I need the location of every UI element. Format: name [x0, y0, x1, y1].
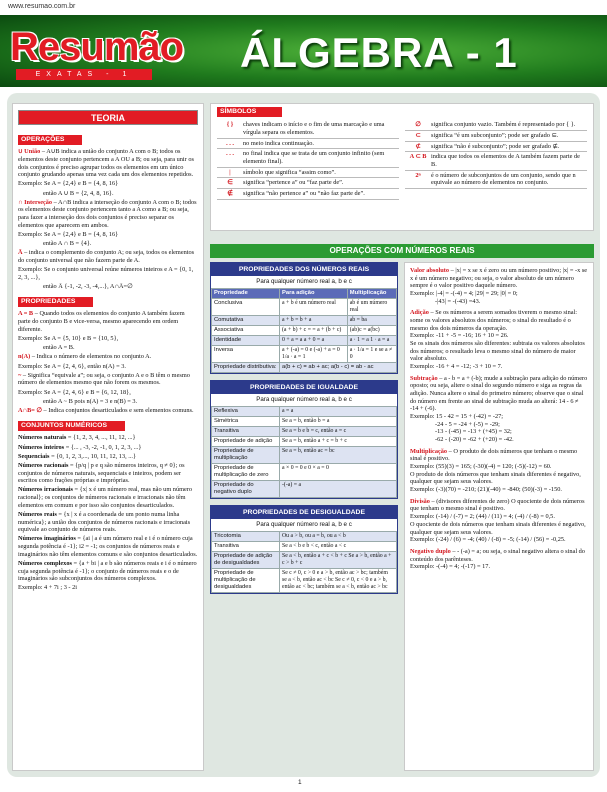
page-number: 1 [298, 779, 302, 786]
table-cell: Propriedade de adição de desigualdades [212, 552, 280, 569]
table-cell: a = a [280, 406, 397, 416]
numeros-reais-subtitle: Para qualquer número real a, b e c [256, 278, 352, 285]
imaginarios-term: Números imaginários [18, 535, 76, 543]
multiplicacao-text: – O produto de dois números que tenham o mesmo sinal é positivo. [410, 447, 578, 463]
complemento-term: Ā [18, 249, 23, 257]
uniao-example: Exemplo: Se A = {2,4} e B = {4, 8, 16} [18, 180, 119, 188]
table-cell: Propriedade de adição [212, 436, 280, 446]
table-row [212, 345, 397, 362]
absoluto-example: Exemplo: |-4| = -(-4) = 4; |29| = 29; |0| = 0; [410, 290, 518, 298]
symbol-row [405, 120, 587, 131]
symbol-row [217, 149, 399, 167]
table-row [212, 531, 397, 541]
multiplicacao-text-2: O produto de dois números que tenham sinais diferentes é negativo, qualquer que sejam seus valores. [410, 470, 581, 486]
resumao-logo [10, 23, 184, 83]
table-cell: Propriedade de multiplicação de desigualdades [212, 569, 280, 593]
table-cell: a + (-a) = 0 e (-a) + a = 0 1/a · a = 1 [280, 345, 348, 362]
igual-text: – Quando todos os elementos do conjunto A também fazem parte do conjunto B e vice-versa, mesmo aparecendo em ordem diferente. [18, 310, 185, 333]
reais-paragraph [18, 511, 198, 534]
subtracao-example-2: -24 - 5 = -24 + (-5) = -29; [435, 420, 500, 428]
subtracao-example: Exemplo: 15 - 42 = 15 + (-42) = -27; [410, 413, 504, 421]
symbol-row [405, 171, 587, 189]
absoluto-example-2: -|43| = -(-43) =43. [435, 297, 481, 305]
vazio-paragraph [18, 407, 198, 415]
complemento-text: – indica o complemento do conjunto A; ou seja, todos os elementos do conjunto universal que não fazem parte de A. [18, 249, 195, 265]
table-row [212, 298, 397, 315]
symbol-row [405, 131, 587, 142]
propriedades-heading: PROPRIEDADES [18, 297, 93, 307]
symbol-glyph: ∉ [227, 189, 233, 197]
vazio-term: A∩B= ∅ [18, 406, 42, 414]
desigualdade-table [211, 531, 397, 593]
operacoes-heading: OPERAÇÕES [18, 135, 82, 145]
table-cell: Ou a > b, ou a = b, ou a < b [280, 531, 397, 541]
inteiros-text: = {... , -3, -2, -1, 0, 1, 2, 3, ...} [64, 443, 142, 451]
table-cell: a × 0 = 0 e 0 × a = 0 [280, 464, 397, 481]
subtracao-example-3: -13 - (-45) = -13 + (+45) = 32; [435, 428, 512, 436]
absoluto-term: Valor absoluto [410, 267, 450, 274]
simbolos-panel [210, 103, 594, 231]
na-term: n(A) [18, 353, 31, 361]
inteiros-term: Números inteiros [18, 443, 65, 451]
inteiros-paragraph [18, 444, 198, 452]
conjuntos-heading: CONJUNTOS NUMÉRICOS [18, 421, 125, 431]
operacoes-reais-heading: OPERAÇÕES COM NÚMEROS REAIS [210, 244, 594, 258]
table-cell: Comutativa [212, 315, 280, 325]
absoluto-text: – |x| = x se x é zero ou um número positivo; |x| = -x se x é um número negativo; ou seja, o valor absoluto de um número sempre é o valor positivo daquele número. [410, 267, 588, 290]
logo-subtitle: EXATAS - 1 [16, 69, 152, 80]
table-cell: 0 + a = a a + 0 = a [280, 335, 348, 345]
symbol-glyph: ∅ [415, 121, 421, 129]
symbol-desc: significa “pertence a” ou “faz parte de”. [243, 179, 344, 187]
table-cell: ab = ba [347, 315, 396, 325]
adicao-text-2: Se os sinais dos números são diferentes: subtraia os valores absolutos dos números; o resultado leva o mesmo sinal do número de maior valor absoluto. [410, 340, 585, 363]
table-cell: ab é um número real [347, 298, 396, 315]
na-paragraph [18, 353, 198, 361]
table-row [212, 552, 397, 569]
divisao-text-2: O quociente de dois números que tenham sinais diferentes é negativo, qualquer que sejam seus valores. [410, 520, 586, 536]
sequenciais-paragraph [18, 453, 198, 461]
complexos-term: Números complexos [18, 559, 72, 567]
uniao-example-result: então A ∪ B = {2, 4, 8, 16}. [43, 189, 114, 197]
table-row [212, 426, 397, 436]
racionais-term: Números racionais [18, 461, 69, 469]
vazio-text: – Indica conjuntos desarticulados e sem elementos comuns. [41, 406, 194, 414]
uniao-paragraph [18, 148, 198, 179]
racionais-paragraph [18, 462, 198, 485]
symbol-glyph: ⊄ [415, 142, 421, 150]
table-cell: Transitiva [212, 426, 280, 436]
table-row [212, 446, 397, 463]
table-cell: a + b = b + a [280, 315, 348, 325]
multiplicacao-term: Multiplicação [410, 447, 448, 455]
adicao-term: Adição [410, 309, 429, 317]
complexos-paragraph [18, 560, 198, 583]
igual-paragraph [18, 310, 198, 333]
symbol-desc: indica que todos os elementos de A também fazem parte de B. [431, 153, 580, 168]
table-cell: Transitiva [212, 541, 280, 551]
igual-term: A = B [18, 310, 34, 318]
table-row [212, 436, 397, 446]
numeros-reais-title: PROPRIEDADES DOS NÚMEROS REAIS [211, 263, 397, 276]
table-row [212, 315, 397, 325]
equiv-example-result: então A ~ B pois n(A) = 3 e n(B) = 3. [43, 397, 138, 405]
desigualdade-table-box [210, 505, 398, 594]
negativo-duplo-text: – - (-a) = a; ou seja, o sinal negativo altera o sinal do conteúdo dos parênteses. [410, 547, 585, 563]
adicao-paragraph [410, 309, 588, 370]
subtracao-example-4: -62 - (-20) = -62 + (+20) = -42. [435, 436, 514, 444]
site-url[interactable]: www.resumao.com.br [8, 3, 76, 10]
teoria-heading: TEORIA [18, 110, 198, 125]
irracionais-term: Números irracionais [18, 486, 73, 494]
symbol-desc: significa “não é subconjunto”; pode ser grafado ⊈. [431, 142, 560, 150]
intersecao-text: – A∩B indica a interseção do conjunto A com o B; todos os elementos deste conjunto pertencem tanto a A como a B; ou seja, para fazer a interseção dos dois conjuntos é preciso separar os elementos que aparecem em ambos. [18, 198, 197, 229]
table-cell: a · 1 = a 1 · a = a [347, 335, 396, 345]
adicao-example-2: Exemplo: -16 + 4 = -12; -3 + 10 = 7. [410, 363, 503, 371]
complexos-text: = {a + bi | a e b são números reais e i é o número cuja segunda potência é -1}; o conjunto de números reais e o de imaginários são subconjuntos dos números complexos. [18, 559, 197, 583]
divisao-text: – (divisores diferentes de zero) O quociente de dois números que tenham o mesmo sinal é positivo. [410, 497, 585, 513]
table-cell: Inversa [212, 345, 280, 362]
operacoes-text-panel [404, 262, 594, 771]
table-cell: Tricotomia [212, 531, 280, 541]
uniao-term: ∪ União [18, 148, 41, 156]
subtracao-paragraph [410, 375, 588, 444]
igual-example: Exemplo: Se A = {5, 10} e B = {10, 5}, [18, 335, 119, 342]
table-cell: Se a < b, então a + c < b + c Se a > b, então a + c > b + c [280, 552, 397, 569]
negativo-duplo-example: Exemplo: -(-4) = 4; -(-17) = 17. [410, 563, 491, 571]
simbolos-right-list [405, 120, 587, 199]
table-cell: a + b é um número real [280, 298, 348, 315]
table-cell: Se a = b, então b = a [280, 416, 397, 426]
equiv-paragraph [18, 372, 198, 387]
table-cell: Identidade [212, 335, 280, 345]
column-header: Propriedade [212, 288, 280, 298]
table-cell: Se c ≠ 0, c > 0 e a > b, então ac > bc; também se a < b, então ac < bc Se c ≠ 0, c < 0 e a > b, então ac < bc; também se a < b, então ac > bc [280, 569, 397, 593]
symbol-glyph: { } [226, 121, 234, 129]
divisao-paragraph [410, 498, 588, 544]
symbol-row [405, 152, 587, 170]
column-header: Para adição [280, 288, 348, 298]
intersecao-example: Exemplo: Se A = {2,4} e B = {4, 8, 16} [18, 231, 119, 238]
igualdade-subtitle: Para qualquer número real a, b e c [256, 396, 352, 404]
complemento-example-result: então Ā {-1, -2, -3, -4,...}, A∩Ā=∅ [43, 283, 133, 291]
imaginarios-text: = {ai | a é um número real e i é o número cuja segunda potência é -1}; i2 = -1; os conjuntos de números reais e imaginários não têm elementos comuns e são conjuntos desarticulados. [18, 535, 198, 558]
complemento-paragraph [18, 249, 198, 264]
equiv-text: – Significa “equivale a”; ou seja, o conjunto A e o B têm o mesmo número de elementos mesmo que não forem os mesmos. [18, 371, 190, 387]
intersecao-example-result: então A ∩ B = {4}. [43, 240, 92, 248]
desigualdade-title: PROPRIEDADES DE DESIGUALDADE [211, 506, 397, 519]
table-cell: Conclusiva [212, 298, 280, 315]
intersecao-paragraph [18, 199, 198, 230]
table-row [212, 335, 397, 345]
title-banner [0, 15, 607, 87]
symbol-desc: é o número de subconjuntos de um conjunto, sendo que n equivale ao número de elementos no conjunto. [431, 171, 576, 187]
multiplicacao-example-2: Exemplo: (-3)(70) = -210; (21)(-40) = -840; (50)(-3) = -150. [410, 486, 562, 494]
multiplicacao-example: Exemplo: (55)(3) = 165; (-30)(-4) = 120; (-5)(-12) = 60. [410, 463, 552, 471]
igual-example-result: então A = B. [43, 344, 75, 352]
symbol-glyph: . . . [226, 139, 234, 147]
subtracao-text: – a - b = a + (-b); mude a subtração para adição do número oposto; ou seja, altere o sinal do segundo número e siga as regras da adição. Nunca altere o sinal do primeiro número; observe que o sinal do número em frente ao sinal de subtração muda ao alterá: 14 - 6 ≠ -14 + (-6). [410, 374, 588, 413]
divisao-term: Divisão [410, 497, 430, 505]
property-tables [210, 262, 398, 771]
table-cell: Reflexiva [212, 406, 280, 416]
symbol-row [217, 120, 399, 138]
irracionais-paragraph [18, 486, 198, 509]
table-row [212, 569, 397, 593]
teoria-panel [12, 103, 204, 771]
simbolos-left-list [217, 120, 399, 199]
naturais-text: = {1, 2, 3, 4, ..., 11, 12, ...} [66, 434, 136, 442]
symbol-desc: no final indica que se trata de um conjunto infinito (sem elemento final). [243, 150, 385, 165]
table-row [212, 363, 397, 373]
symbol-glyph: ∈ [227, 179, 233, 187]
table-cell: a(b + c) = ab + ac; a(b - c) = ab - ac [280, 363, 397, 373]
table-row [212, 541, 397, 551]
igualdade-table [211, 406, 397, 499]
table-cell: Propriedade distributiva: [212, 363, 280, 373]
symbol-desc: no meio indica continuação. [243, 139, 314, 147]
column-header: Multiplicação [347, 288, 396, 298]
na-example: Exemplo: Se A = {2, 4, 6}, então n(A) = 3. [18, 362, 126, 370]
table-cell: Simétrica [212, 416, 280, 426]
table-cell: Associativa [212, 325, 280, 335]
reais-term: Números reais [18, 510, 57, 518]
complemento-example: Exemplo: Se o conjunto universal reúne números inteiros e A = {0, 1, 2, 3, ...}, [18, 266, 194, 281]
uniao-text: – A∪B indica a união do conjunto A com o B; todos os elementos deste conjunto pertencem a A OU a B; ou seja, para unir os dois conjuntos é preciso agrupar todos os elementos em um único conjunto grudando apenas uma vez cada um dos elementos repetidos. [18, 148, 194, 179]
symbol-desc: significa conjunto vazio. Também é representado por { }. [431, 121, 576, 129]
numeros-reais-table-box [210, 262, 398, 374]
symbol-glyph: A ⊂ B [409, 153, 427, 161]
symbol-desc: símbolo que significa “assim como”. [243, 168, 336, 176]
table-cell: (a + b) + c = = a + (b + c) [280, 325, 348, 335]
table-cell: Se a = b, então ac = bc [280, 446, 397, 463]
igualdade-title: PROPRIEDADES DE IGUALDADE [211, 381, 397, 394]
table-cell: a · 1/a = 1 e se a ≠ 0 [347, 345, 396, 362]
intersecao-term: ∩ Interseção [18, 198, 53, 206]
equiv-term: ~ [18, 371, 22, 379]
reais-text: = {x | x é a coordenada de um ponto numa linha numérica}; a união dos conjuntos de números racionais e irracionais equivale ao conjunto de números reais. [18, 510, 191, 534]
table-cell: Se a < b e b < c, então a < c [280, 541, 397, 551]
igualdade-table-box [210, 380, 398, 499]
subtracao-term: Subtração [410, 374, 438, 382]
divisao-example: Exemplo: (-14) / (-7) = 2; (44) / (11) = 4; (-4) / (-8) = 0,5. [410, 513, 555, 521]
adicao-example: Exemplo: -11 + -5 = -16; 16 + 10 = 26. [410, 332, 509, 340]
sequenciais-text: = {0, 1, 2, 3,..., 10, 11, 12, 13, ...} [49, 452, 136, 460]
adicao-text: – Se os números a serem somados tiverem o mesmo sinal: some os valores absolutos dos números; o sinal do resultado é o mesmo dos dois números da operação. [410, 309, 578, 332]
sequenciais-term: Sequenciais [18, 452, 50, 460]
divisao-example-2: Exemplo: (-24) / (6) = -4; (40) / (-8) = -5; (-14) / (56) = -0,25. [410, 536, 566, 544]
table-row [212, 481, 397, 498]
desigualdade-subtitle: Para qualquer número real a, b e c [256, 521, 352, 529]
absoluto-paragraph [410, 267, 588, 305]
equiv-example: Exemplo: Se A = {2, 4, 6} e B = {6, 12, 18}, [18, 388, 131, 396]
symbol-glyph: . . . [226, 150, 234, 158]
negativo-duplo-paragraph [410, 548, 588, 571]
symbol-desc: significa “não pertence a” ou “não faz parte de”. [243, 189, 365, 197]
symbol-desc: chaves indicam o início e o fim de uma marcação e uma vírgula separa os elementos. [243, 121, 385, 136]
simbolos-heading: SÍMBOLOS [217, 107, 282, 117]
symbol-row [217, 178, 399, 189]
table-cell: Se a = b e b = c, então a = c [280, 426, 397, 436]
symbol-row [217, 168, 399, 179]
table-cell: Propriedade de multiplicação de zero [212, 464, 280, 481]
symbol-row [217, 139, 399, 150]
multiplicacao-paragraph [410, 448, 588, 494]
table-cell: Propriedade do negativo duplo [212, 481, 280, 498]
numeros-reais-table [211, 288, 397, 374]
table-cell: Propriedade de multiplicação [212, 446, 280, 463]
negativo-duplo-term: Negativo duplo [410, 547, 451, 555]
table-header-row [212, 288, 397, 298]
symbol-glyph: ⊂ [415, 131, 421, 139]
table-row [212, 464, 397, 481]
naturais-term: Números naturais [18, 434, 67, 442]
page-title: ÁLGEBRA - 1 [240, 29, 518, 76]
table-row [212, 416, 397, 426]
na-text: – Indica o número de elementos no conjunto A. [30, 353, 152, 361]
table-cell: -(-a) = a [280, 481, 397, 498]
symbol-row [217, 189, 399, 200]
symbol-row [405, 142, 587, 153]
symbol-glyph: | [229, 168, 231, 176]
table-row [212, 325, 397, 335]
naturais-paragraph [18, 434, 198, 442]
imaginarios-paragraph [18, 535, 198, 558]
irracionais-text: = {x| x é um número real, mas não um número racional}; os conjuntos de números racionais e irracionais não têm elementos em comum e por isso são conjuntos desarticulados. [18, 486, 193, 509]
symbol-desc: significa “é um subconjunto”; pode ser grafado ⊆. [431, 131, 559, 139]
table-cell: Se a = b, então a + c = b + c [280, 436, 397, 446]
racionais-text: = {p/q | p e q são números inteiros, q ≠ 0}; os conjuntos de números naturais, sequenciais e inteiros, podem ser escritos como frações próprias e impróprias. [18, 461, 185, 485]
logo-word: Resumão [10, 25, 184, 69]
table-row [212, 406, 397, 416]
table-cell: (ab)c = a(bc) [347, 325, 396, 335]
symbol-glyph: 2ⁿ [415, 171, 421, 179]
complexos-example: Exemplo: 4 + 7i ; 3 - 2i [18, 584, 77, 592]
